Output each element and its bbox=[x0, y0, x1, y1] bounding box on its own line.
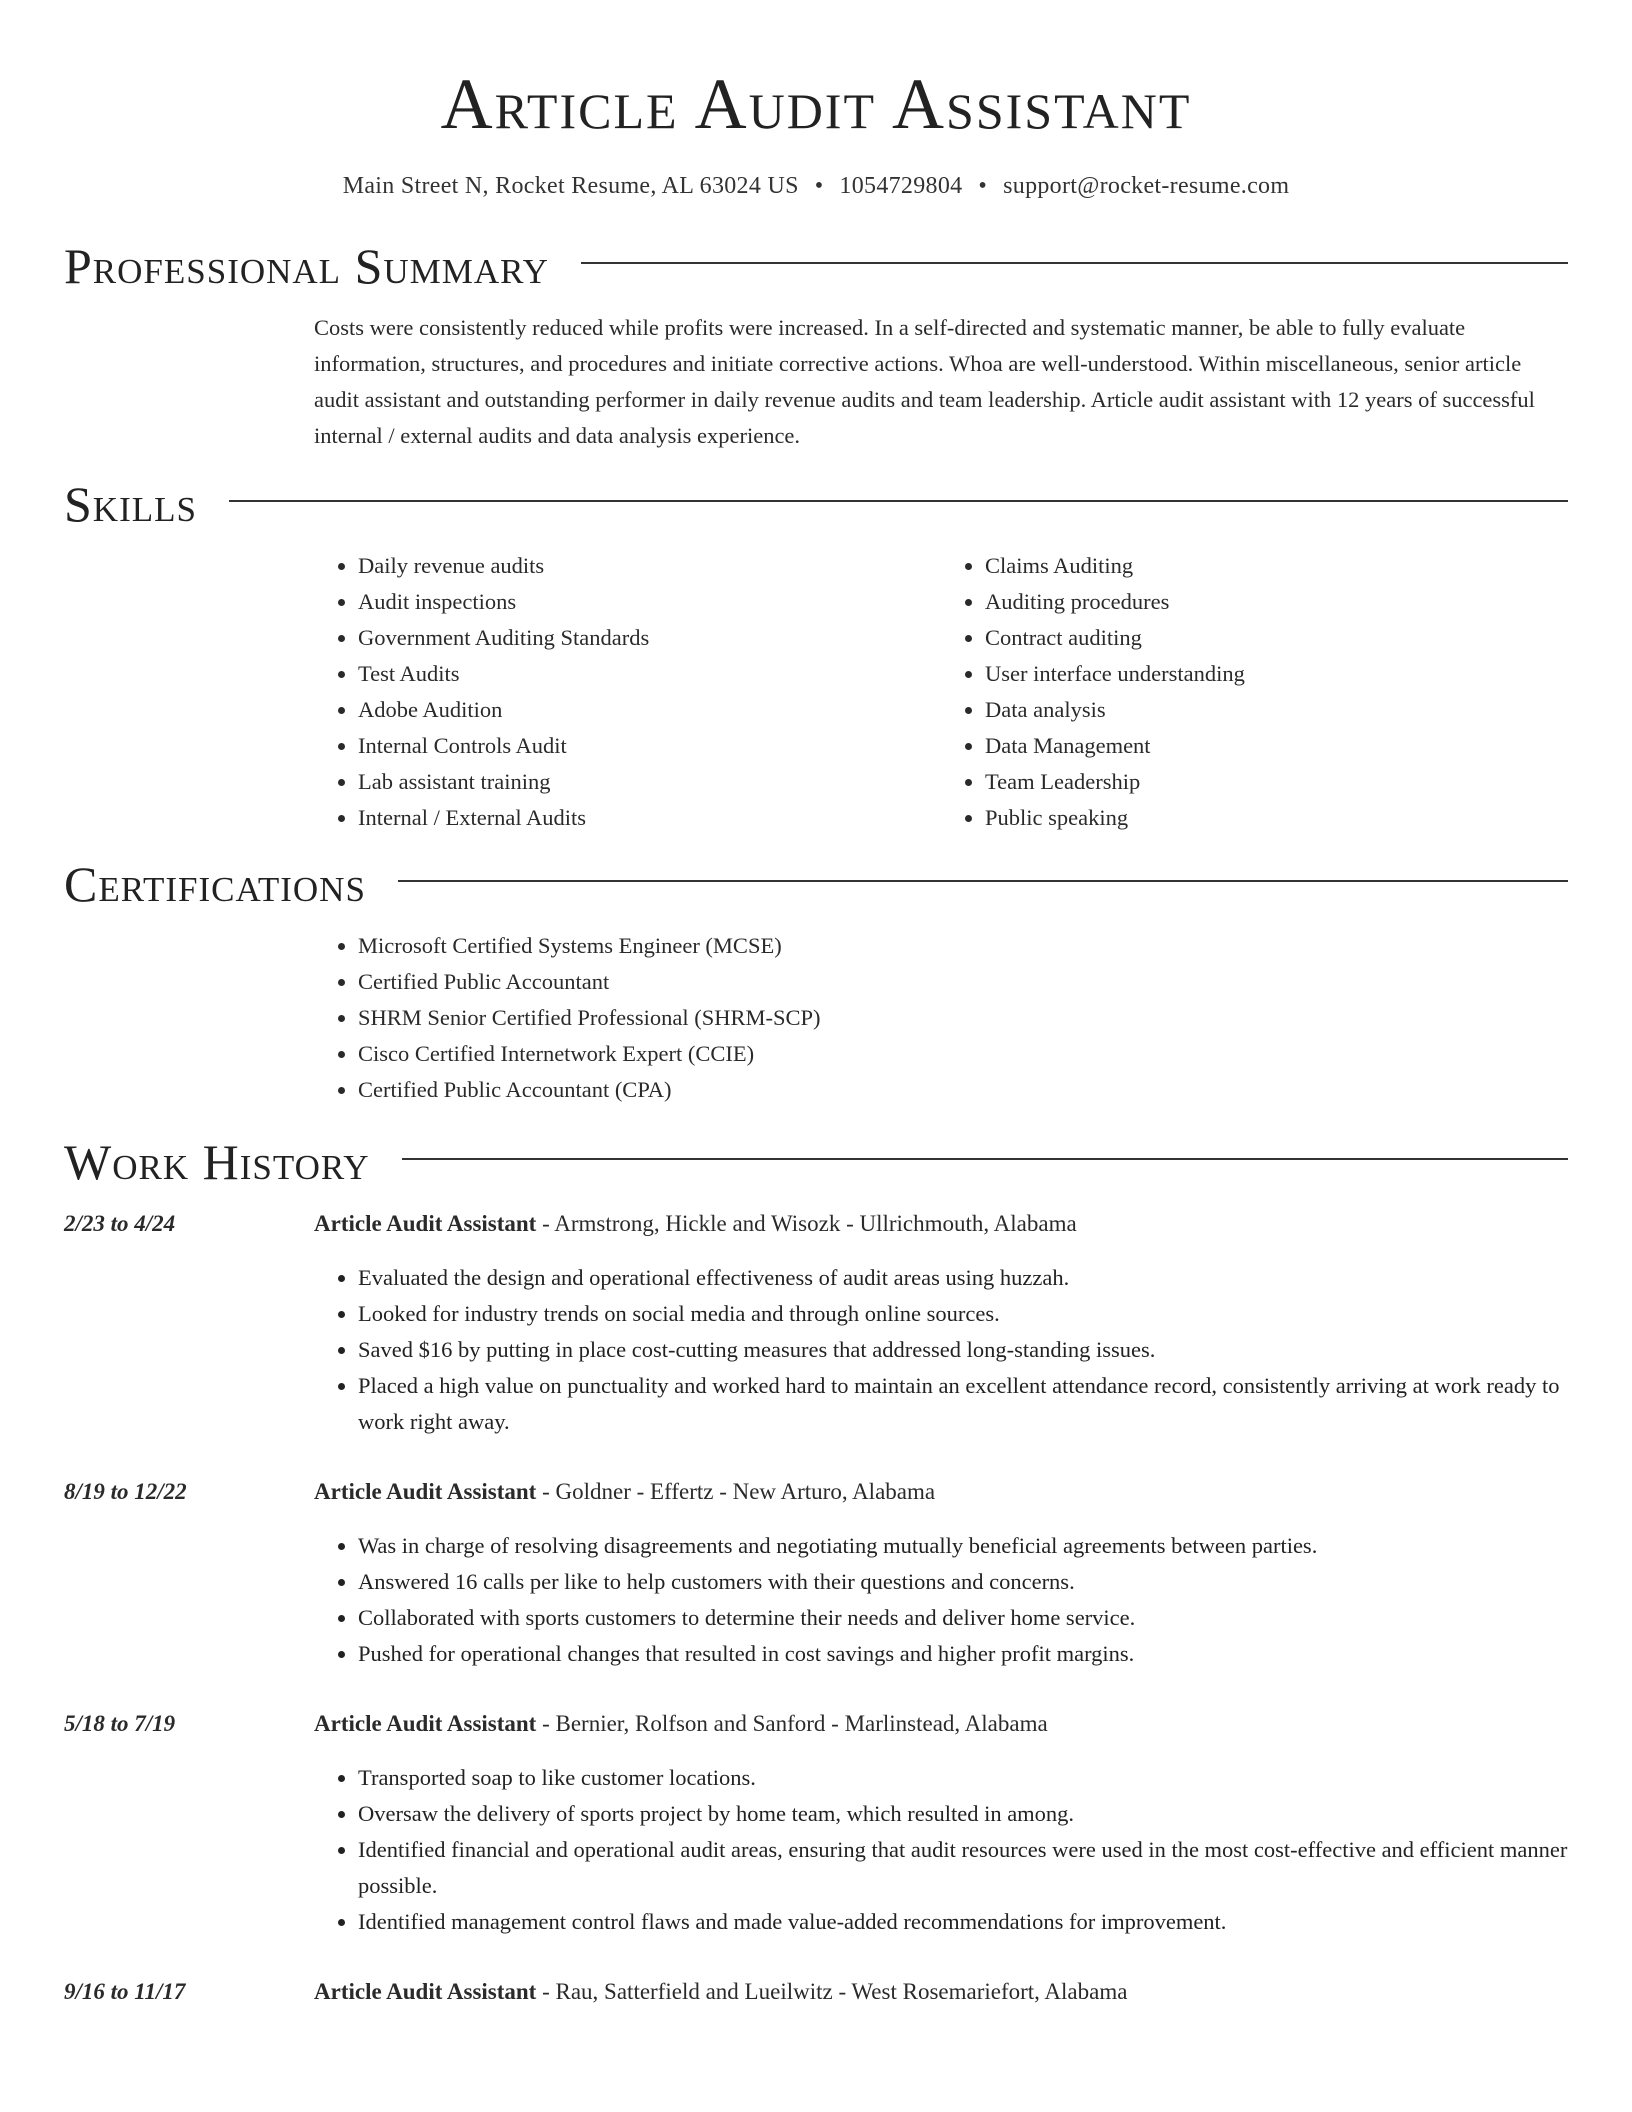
summary-section-title: Professional Summary bbox=[64, 238, 549, 294]
job-dates: 8/19 to 12/22 bbox=[64, 1479, 187, 1504]
job-details bbox=[314, 1474, 1568, 1672]
skills-left-column bbox=[314, 548, 941, 836]
job-details bbox=[314, 1974, 1568, 2010]
contact-email[interactable]: support@rocket-resume.com bbox=[1003, 173, 1290, 199]
section-divider bbox=[229, 500, 1568, 502]
job-employer: - Goldner - Effertz - New Arturo, Alabama bbox=[536, 1479, 936, 1504]
job-heading bbox=[314, 1974, 1568, 2010]
skill-item: • Test Audits bbox=[358, 656, 941, 692]
skills-section-title: Skills bbox=[64, 476, 197, 532]
job-bullet: • Oversaw the delivery of sports project by home team, which resulted in among. bbox=[358, 1796, 1568, 1832]
job-bullet: • Transported soap to like customer locations. bbox=[358, 1760, 1568, 1796]
job-heading bbox=[314, 1474, 1568, 1510]
skills-right-column bbox=[941, 548, 1568, 836]
job-details bbox=[314, 1206, 1568, 1440]
skill-item: • Internal Controls Audit bbox=[358, 728, 941, 764]
skills-section-header bbox=[64, 474, 1568, 534]
job-dates: 5/18 to 7/19 bbox=[64, 1711, 176, 1736]
job-bullet: • Identified management control flaws and made value-added recommendations for improvement. bbox=[358, 1904, 1568, 1940]
certifications-section-title: Certifications bbox=[64, 856, 366, 912]
skill-item: • Lab assistant training bbox=[358, 764, 941, 800]
skill-item: • Internal / External Audits bbox=[358, 800, 941, 836]
skill-item: • Team Leadership bbox=[985, 764, 1568, 800]
certifications-section-header bbox=[64, 854, 1568, 914]
skill-item: • Contract auditing bbox=[985, 620, 1568, 656]
summary-text: Costs were consistently reduced while profits were increased. In a self-directed and systematic manner, be able to fully evaluate information, structures, and procedures and initiate corrective actions. Whoa are well-understood. Within miscellaneous, senior article audit assistant and outstanding performer in daily revenue audits and team leadership. Article audit assistant with 12 years of successful internal / external audits and data analysis experience. bbox=[314, 315, 1535, 448]
job-bullet: • Was in charge of resolving disagreements and negotiating mutually beneficial agreements between parties. bbox=[358, 1528, 1568, 1564]
job-bullet: • Saved $16 by putting in place cost-cutting measures that addressed long-standing issues. bbox=[358, 1332, 1568, 1368]
section-divider bbox=[581, 262, 1568, 264]
job-bullet: • Collaborated with sports customers to determine their needs and deliver home service. bbox=[358, 1600, 1568, 1636]
certifications-list bbox=[314, 928, 1568, 1108]
job-bullet: • Identified financial and operational audit areas, ensuring that audit resources were used in the most cost-effective and efficient manner possible. bbox=[358, 1832, 1568, 1904]
job-bullet: • Answered 16 calls per like to help customers with their questions and concerns. bbox=[358, 1564, 1568, 1600]
job-bullet: • Pushed for operational changes that resulted in cost savings and higher profit margins. bbox=[358, 1636, 1568, 1672]
job-employer: - Rau, Satterfield and Lueilwitz - West Rosemariefort, Alabama bbox=[536, 1979, 1128, 2004]
resume-name: Article Audit Assistant bbox=[440, 64, 1192, 144]
skill-item: • Government Auditing Standards bbox=[358, 620, 941, 656]
certification-item: • Cisco Certified Internetwork Expert (CCIE) bbox=[358, 1036, 1568, 1072]
skill-item: • Daily revenue audits bbox=[358, 548, 941, 584]
work-section-title: Work History bbox=[64, 1134, 370, 1190]
skill-item: • Data analysis bbox=[985, 692, 1568, 728]
job-employer: - Armstrong, Hickle and Wisozk - Ullrichmouth, Alabama bbox=[536, 1211, 1077, 1236]
contact-line bbox=[64, 170, 1568, 202]
section-divider bbox=[402, 1158, 1568, 1160]
job-employer: - Bernier, Rolfson and Sanford - Marlinstead, Alabama bbox=[536, 1711, 1048, 1736]
certification-item: • SHRM Senior Certified Professional (SHRM-SCP) bbox=[358, 1000, 1568, 1036]
summary-section-header bbox=[64, 236, 1568, 296]
job-heading bbox=[314, 1706, 1568, 1742]
resume-page bbox=[64, 0, 1568, 2010]
job-bullet: • Evaluated the design and operational effectiveness of audit areas using huzzah. bbox=[358, 1260, 1568, 1296]
job-bullet: • Looked for industry trends on social media and through online sources. bbox=[358, 1296, 1568, 1332]
job-heading bbox=[314, 1206, 1568, 1242]
job-dates: 2/23 to 4/24 bbox=[64, 1211, 176, 1236]
job-bullets bbox=[314, 1528, 1568, 1672]
job-bullet: • Placed a high value on punctuality and worked hard to maintain an excellent attendance record, consistently arriving at work ready to work right away. bbox=[358, 1368, 1568, 1440]
section-divider bbox=[398, 880, 1568, 882]
job-bullets bbox=[314, 1260, 1568, 1440]
job-title: Article Audit Assistant bbox=[314, 1711, 537, 1736]
skill-item: • Audit inspections bbox=[358, 584, 941, 620]
skill-item: • Adobe Audition bbox=[358, 692, 941, 728]
job-entry bbox=[64, 1206, 1568, 1440]
job-title: Article Audit Assistant bbox=[314, 1979, 537, 2004]
certification-item: • Microsoft Certified Systems Engineer (MCSE) bbox=[358, 928, 1568, 964]
certification-item: • Certified Public Accountant bbox=[358, 964, 1568, 1000]
job-details bbox=[314, 1706, 1568, 1940]
work-section-header bbox=[64, 1132, 1568, 1192]
skill-item: • Data Management bbox=[985, 728, 1568, 764]
contact-address: Main Street N, Rocket Resume, AL 63024 US bbox=[342, 173, 799, 199]
contact-separator: • bbox=[978, 173, 988, 199]
job-bullets bbox=[314, 1760, 1568, 1940]
certification-item: • Certified Public Accountant (CPA) bbox=[358, 1072, 1568, 1108]
job-entry bbox=[64, 1974, 1568, 2010]
job-title: Article Audit Assistant bbox=[314, 1479, 537, 1504]
job-entry bbox=[64, 1706, 1568, 1940]
skills-list bbox=[314, 548, 1568, 836]
skill-item: • User interface understanding bbox=[985, 656, 1568, 692]
job-dates: 9/16 to 11/17 bbox=[64, 1979, 186, 2004]
skill-item: • Claims Auditing bbox=[985, 548, 1568, 584]
contact-separator: • bbox=[814, 173, 824, 199]
skill-item: • Auditing procedures bbox=[985, 584, 1568, 620]
job-entry bbox=[64, 1474, 1568, 1672]
job-title: Article Audit Assistant bbox=[314, 1211, 537, 1236]
contact-phone: 1054729804 bbox=[839, 173, 963, 199]
skill-item: • Public speaking bbox=[985, 800, 1568, 836]
